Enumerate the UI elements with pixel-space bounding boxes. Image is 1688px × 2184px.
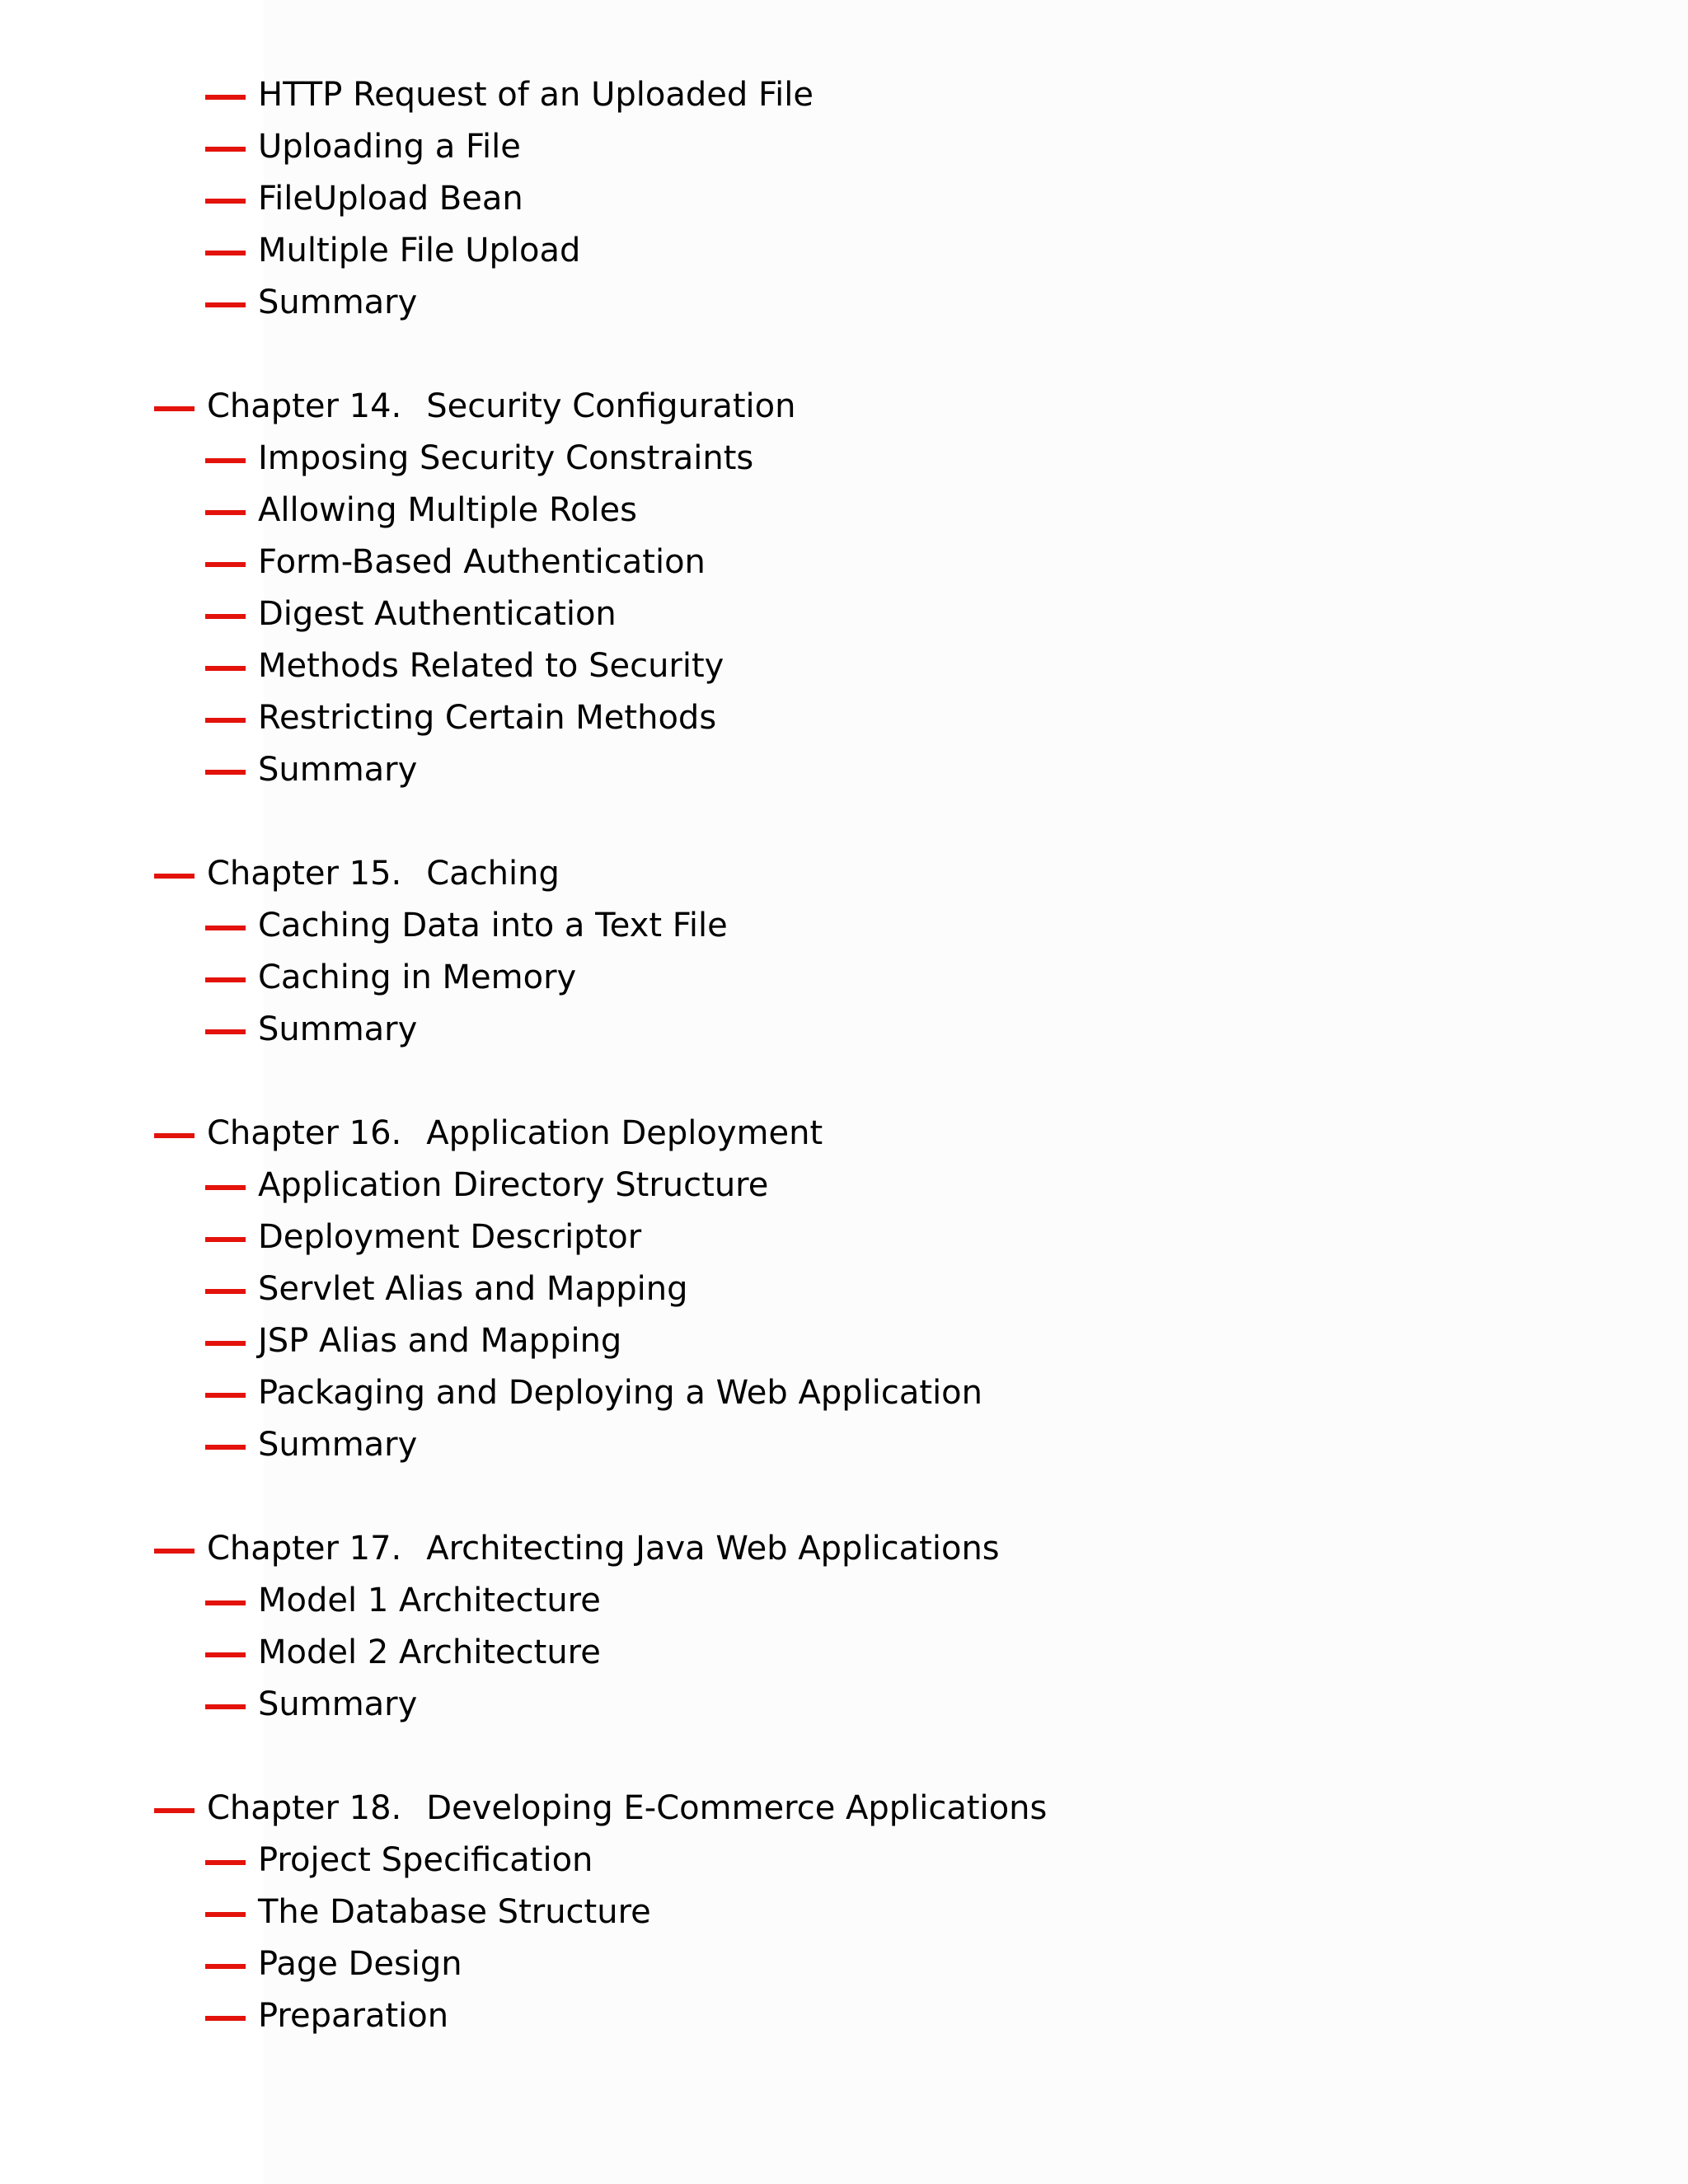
toc-item-label[interactable]: Caching in Memory <box>258 958 577 996</box>
bullet-dash-icon <box>205 147 246 152</box>
toc-item-label[interactable]: Summary <box>258 1010 418 1048</box>
chapter-title: Developing E-Commerce Applications <box>426 1789 1048 1827</box>
toc-section-item[interactable] <box>0 1263 1688 1315</box>
toc-item-label[interactable]: Model 1 Architecture <box>258 1582 601 1619</box>
bullet-dash-icon <box>205 1237 246 1242</box>
toc-chapter-heading[interactable] <box>0 381 1688 433</box>
spacer <box>0 1731 1688 1783</box>
toc-section-item[interactable] <box>0 1004 1688 1056</box>
bullet-dash-icon <box>205 2016 246 2021</box>
bullet-dash-icon <box>154 1549 195 1554</box>
bullet-dash-icon <box>205 926 246 930</box>
toc-item-label[interactable]: Form-Based Authentication <box>258 543 706 581</box>
bullet-dash-icon <box>205 1185 246 1190</box>
chapter-label[interactable] <box>207 1108 823 1160</box>
toc-section-item[interactable] <box>0 173 1688 225</box>
bullet-dash-icon <box>205 718 246 723</box>
toc-section-item[interactable] <box>0 69 1688 121</box>
bullet-dash-icon <box>205 1860 246 1865</box>
bullet-dash-icon <box>205 977 246 982</box>
toc-section-item[interactable] <box>0 1212 1688 1263</box>
toc-item-label[interactable]: Preparation <box>258 1997 449 2035</box>
spacer <box>0 796 1688 848</box>
chapter-title: Caching <box>426 855 560 893</box>
toc-item-label[interactable]: Imposing Security Constraints <box>258 439 754 477</box>
toc-section-item[interactable] <box>0 485 1688 537</box>
toc-item-label[interactable]: Project Specification <box>258 1841 593 1879</box>
toc-section-item[interactable] <box>0 1886 1688 1938</box>
toc-item-label[interactable]: HTTP Request of an Uploaded File <box>258 76 814 114</box>
bullet-dash-icon <box>205 1652 246 1657</box>
chapter-number: Chapter 18. <box>207 1789 402 1827</box>
bullet-dash-icon <box>205 95 246 100</box>
toc-section-item[interactable] <box>0 1419 1688 1471</box>
chapter-label[interactable] <box>207 1783 1047 1835</box>
bullet-dash-icon <box>154 406 195 411</box>
toc-section-item[interactable] <box>0 1367 1688 1419</box>
bullet-dash-icon <box>205 302 246 307</box>
bullet-dash-icon <box>205 510 246 515</box>
chapter-number: Chapter 17. <box>207 1530 402 1568</box>
toc-section-item[interactable] <box>0 277 1688 329</box>
toc-section-item[interactable] <box>0 1990 1688 2042</box>
toc-item-label[interactable]: Digest Authentication <box>258 595 617 633</box>
spacer <box>0 1056 1688 1108</box>
toc-item-label[interactable]: FileUpload Bean <box>258 180 523 218</box>
toc-section-item[interactable] <box>0 121 1688 173</box>
toc-section-item[interactable] <box>0 433 1688 485</box>
chapter-label[interactable] <box>207 381 796 433</box>
toc-item-label[interactable]: Page Design <box>258 1945 462 1983</box>
table-of-contents <box>0 69 1688 2042</box>
toc-section-item[interactable] <box>0 1679 1688 1731</box>
toc-chapter-heading[interactable] <box>0 848 1688 900</box>
toc-section-item[interactable] <box>0 225 1688 277</box>
toc-item-label[interactable]: Restricting Certain Methods <box>258 699 717 737</box>
bullet-dash-icon <box>154 874 195 879</box>
bullet-dash-icon <box>205 1601 246 1605</box>
bullet-dash-icon <box>205 1341 246 1346</box>
bullet-dash-icon <box>205 1445 246 1450</box>
bullet-dash-icon <box>205 1393 246 1398</box>
toc-item-label[interactable]: The Database Structure <box>258 1893 651 1931</box>
spacer <box>0 329 1688 381</box>
chapter-label[interactable] <box>207 848 560 900</box>
toc-item-label[interactable]: Packaging and Deploying a Web Application <box>258 1374 983 1412</box>
toc-section-item[interactable] <box>0 1315 1688 1367</box>
toc-item-label[interactable]: Summary <box>258 1685 418 1723</box>
chapter-number: Chapter 14. <box>207 387 402 425</box>
toc-section-item[interactable] <box>0 1938 1688 1990</box>
bullet-dash-icon <box>205 1964 246 1969</box>
bullet-dash-icon <box>154 1133 195 1138</box>
toc-chapter-heading[interactable] <box>0 1108 1688 1160</box>
toc-chapter-heading[interactable] <box>0 1523 1688 1575</box>
bullet-dash-icon <box>205 770 246 775</box>
toc-section-item[interactable] <box>0 952 1688 1004</box>
toc-item-label[interactable]: Servlet Alias and Mapping <box>258 1270 688 1308</box>
bullet-dash-icon <box>205 614 246 619</box>
toc-item-label[interactable]: JSP Alias and Mapping <box>258 1322 622 1360</box>
chapter-label[interactable] <box>207 1523 1000 1575</box>
bullet-dash-icon <box>205 666 246 671</box>
bullet-dash-icon <box>205 199 246 204</box>
toc-section-item[interactable] <box>0 692 1688 744</box>
toc-item-label[interactable]: Deployment Descriptor <box>258 1218 642 1256</box>
bullet-dash-icon <box>205 458 246 463</box>
toc-section-item[interactable] <box>0 640 1688 692</box>
toc-item-label[interactable]: Caching Data into a Text File <box>258 907 728 944</box>
toc-section-item[interactable] <box>0 588 1688 640</box>
toc-chapter-heading[interactable] <box>0 1783 1688 1835</box>
toc-section-item[interactable] <box>0 744 1688 796</box>
chapter-number: Chapter 15. <box>207 855 402 893</box>
toc-item-label[interactable]: Summary <box>258 751 418 789</box>
toc-section-item[interactable] <box>0 900 1688 952</box>
bullet-dash-icon <box>205 1912 246 1917</box>
toc-item-label[interactable]: Summary <box>258 284 418 321</box>
toc-item-label[interactable]: Application Directory Structure <box>258 1166 769 1204</box>
bullet-dash-icon <box>205 562 246 567</box>
chapter-title: Security Configuration <box>426 387 796 425</box>
bullet-dash-icon <box>205 1289 246 1294</box>
bullet-dash-icon <box>205 1029 246 1034</box>
chapter-title: Architecting Java Web Applications <box>426 1530 1000 1568</box>
chapter-number: Chapter 16. <box>207 1114 402 1152</box>
bullet-dash-icon <box>205 1704 246 1709</box>
spacer <box>0 1471 1688 1523</box>
toc-item-label[interactable]: Allowing Multiple Roles <box>258 491 637 529</box>
toc-item-label[interactable]: Uploading a File <box>258 128 521 166</box>
toc-item-label[interactable]: Methods Related to Security <box>258 647 724 685</box>
toc-section-item[interactable] <box>0 1627 1688 1679</box>
toc-item-label[interactable]: Multiple File Upload <box>258 232 581 269</box>
chapter-title: Application Deployment <box>426 1114 823 1152</box>
toc-item-label[interactable]: Summary <box>258 1426 418 1464</box>
toc-section-item[interactable] <box>0 537 1688 588</box>
toc-section-item[interactable] <box>0 1575 1688 1627</box>
bullet-dash-icon <box>154 1808 195 1813</box>
bullet-dash-icon <box>205 251 246 255</box>
toc-item-label[interactable]: Model 2 Architecture <box>258 1633 601 1671</box>
toc-section-item[interactable] <box>0 1835 1688 1886</box>
toc-section-item[interactable] <box>0 1160 1688 1212</box>
